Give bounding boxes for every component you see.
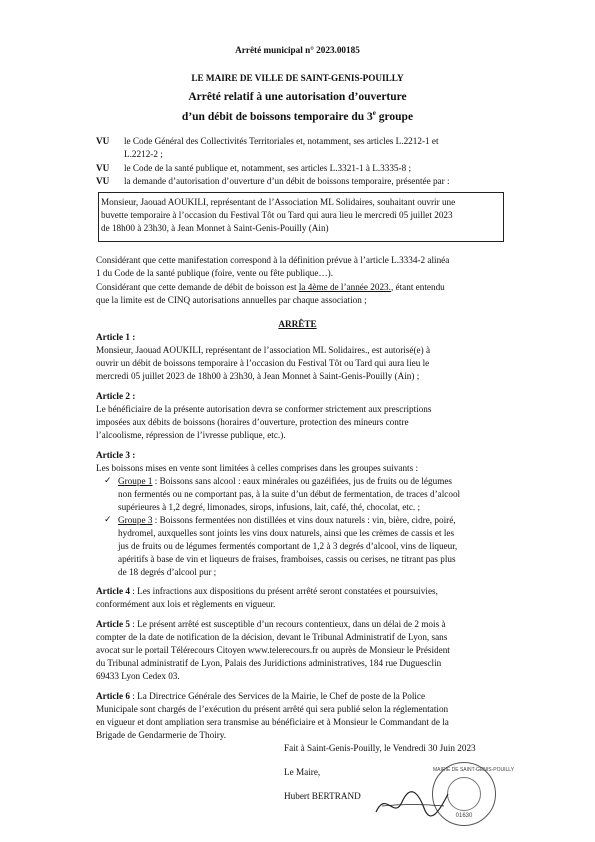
stamp-emblem [447,777,481,811]
handwritten-signature [372,784,452,824]
stamp-top-text: MAIRIE DE SAINT-GENIS-POUILLY [433,767,515,773]
group-3-line-4: apéritifs à base de vin et liqueurs de fraises, framboises, cassis ou cerises, ne titrant pas plus [118,554,456,564]
article-6-line-3: en vigueur et dont ampliation sera transmise au bénéficiaire et à Monsieur le Commandant de la [96,717,449,727]
group-1-line-1: Groupe 1 : Boissons sans alcool : eaux minérales ou gazéifiées, jus de fruits ou de légumes [118,476,452,486]
group-3-line-1: Groupe 3 : Boissons fermentées non distillées et vins doux naturels : vin, bière, cidre, poiré, [118,515,456,525]
article-4-line-2: conformément aux lois et règlements en vigueur. [96,599,276,609]
maire-heading: LE MAIRE DE VILLE DE SAINT-GENIS-POUILLY [191,73,404,83]
article-1-line-2: ouvrir un débit de boissons temporaire à l’occasion du Festival Tôt ou Tard qui aura lieu le [96,358,430,368]
vu-text-1b: L.2212-2 ; [124,149,163,159]
group-3-line-5: de 18 degrés d’alcool pur ; [118,567,217,577]
request-line-2: buvette temporaire à l’occasion du Festival Tôt ou Tard qui aura lieu le mercredi 05 juillet 2023 [101,210,453,220]
article-6-title: Article 6 [96,691,130,701]
article-4-title: Article 4 [96,586,130,596]
fait-a: Fait à Saint-Genis-Pouilly, le Vendredi 30 Juin 2023 [284,743,476,753]
group-1-line-3: supérieures à 1,2 degré, limonades, sirops, infusions, lait, café, thé, chocolat, etc. ; [118,502,421,512]
article-3-title: Article 3 : [96,450,136,460]
considerant-1-line-1: Considérant que cette manifestation correspond à la définition prévue à l’article L.3334-2 alinéa [96,255,450,265]
vu-label-2: VU [96,163,110,173]
vu-label-3: VU [96,176,110,186]
article-5-line-4: du Tribunal administratif de Lyon, Palais des Juridictions administratives, 184 rue Duguesclin [96,658,442,668]
article-2-title: Article 2 : [96,391,136,401]
article-5-line-2: compter de la date de notification de la décision, devant le Tribunal Administratif de Lyon, sans [96,632,448,642]
article-1-title: Article 1 : [96,332,136,342]
considerant-2-line-1: Considérant que cette demande de débit de boisson est la 4ème de l’année 2023., étant entendu [96,282,445,292]
check-icon: ✓ [104,515,112,525]
title-line-1: Arrêté relatif à une autorisation d’ouverture [188,91,407,103]
article-2-line-1: Le bénéficiaire de la présente autorisation devra se conformer strictement aux prescriptions [96,404,432,414]
article-3-intro: Les boissons mises en vente sont limitées à celles comprises dans les groupes suivants : [96,463,419,473]
article-1-line-3: mercredi 05 juillet 2023 de 18h00 à 23h30, à Jean Monnet à Saint-Genis-Pouilly (Ain) ; [96,371,420,381]
group-1-line-2: non fermentés ou ne comportant pas, à la suite d’un début de fermentation, de traces d’alcool [118,489,461,499]
group-3-line-2: hydromel, auxquelles sont joints les vins doux naturels, ainsi que les crèmes de cassis et les [118,528,455,538]
group-3-line-3: jus de fruits ou de légumes fermentés comportant de 1,2 à 3 degrés d’alcool, vins de liqueur, [118,541,458,551]
request-line-1: Monsieur, Jaouad AOUKILI, représentant de l’Association ML Solidaires, souhaitant ouvrir une [101,197,456,207]
vu-text-1: le Code Général des Collectivités Territoriales et, notamment, ses articles L.2212-1 et [124,136,439,146]
vu-text-3: la demande d’autorisation d’ouverture d’un débit de boissons temporaire, présentée par : [124,176,450,186]
article-6-line-4: Brigade de Gendarmerie de Thoiry. [96,730,227,740]
arrete-heading: ARRÊTE [278,319,317,329]
request-line-3: de 18h00 à 23h30, à Jean Monnet à Saint-Genis-Pouilly (Ain) [101,223,329,233]
vu-label-1: VU [96,136,110,146]
article-5-line-1: Article 5 : Le présent arrêté est susceptible d’un recours contentieux, dans un délai de 2 mois à [96,619,446,629]
vu-text-2: le Code de la santé publique et, notamment, ses articles L.3321-1 à L.3335-8 ; [124,163,412,173]
arrete-number: Arrêté municipal n° 2023.00185 [235,45,360,55]
article-1-line-1: Monsieur, Jaouad AOUKILI, représentant de l’association ML Solidaires., est autorisé(e) à [96,345,431,355]
considerant-count: la 4ème de l’année 2023. [298,282,391,292]
article-4-line-1: Article 4 : Les infractions aux dispositions du présent arrêté seront constatées et poursuivies, [96,586,438,596]
article-5-title: Article 5 [96,619,130,629]
title-line-2: d’un débit de boissons temporaire du 3e groupe [181,109,414,123]
signatory-name: Hubert BERTRAND [284,791,361,801]
article-2-line-2: imposées aux débits de boissons (horaires d’ouverture, protection des mineurs contre [96,417,409,427]
article-2-line-3: l’alcoolisme, répression de l’ivresse publique, etc.). [96,430,286,440]
considerant-1-line-2: 1 du Code de la santé publique (foire, vente ou fête publique…). [96,268,334,278]
considerant-2-line-2: que la limite est de CINQ autorisations annuelles par chaque association ; [96,295,367,305]
stamp-bottom-text: 01630 [455,813,473,819]
signature-role: Le Maire, [284,767,321,777]
check-icon: ✓ [104,476,112,486]
article-5-line-5: 69433 Lyon Cedex 03. [96,671,180,681]
article-6-line-2: Municipale sont chargés de l’exécution du présent arrêté qui sera publié selon la réglementation [96,704,449,714]
article-5-line-3: avocat sur le portail Télérecours Citoyen www.telerecours.fr ou auprès de Monsieur le Président [96,645,450,655]
article-6-line-1: Article 6 : La Directrice Générale des Services de la Mairie, le Chef de poste de la Police [96,691,426,701]
